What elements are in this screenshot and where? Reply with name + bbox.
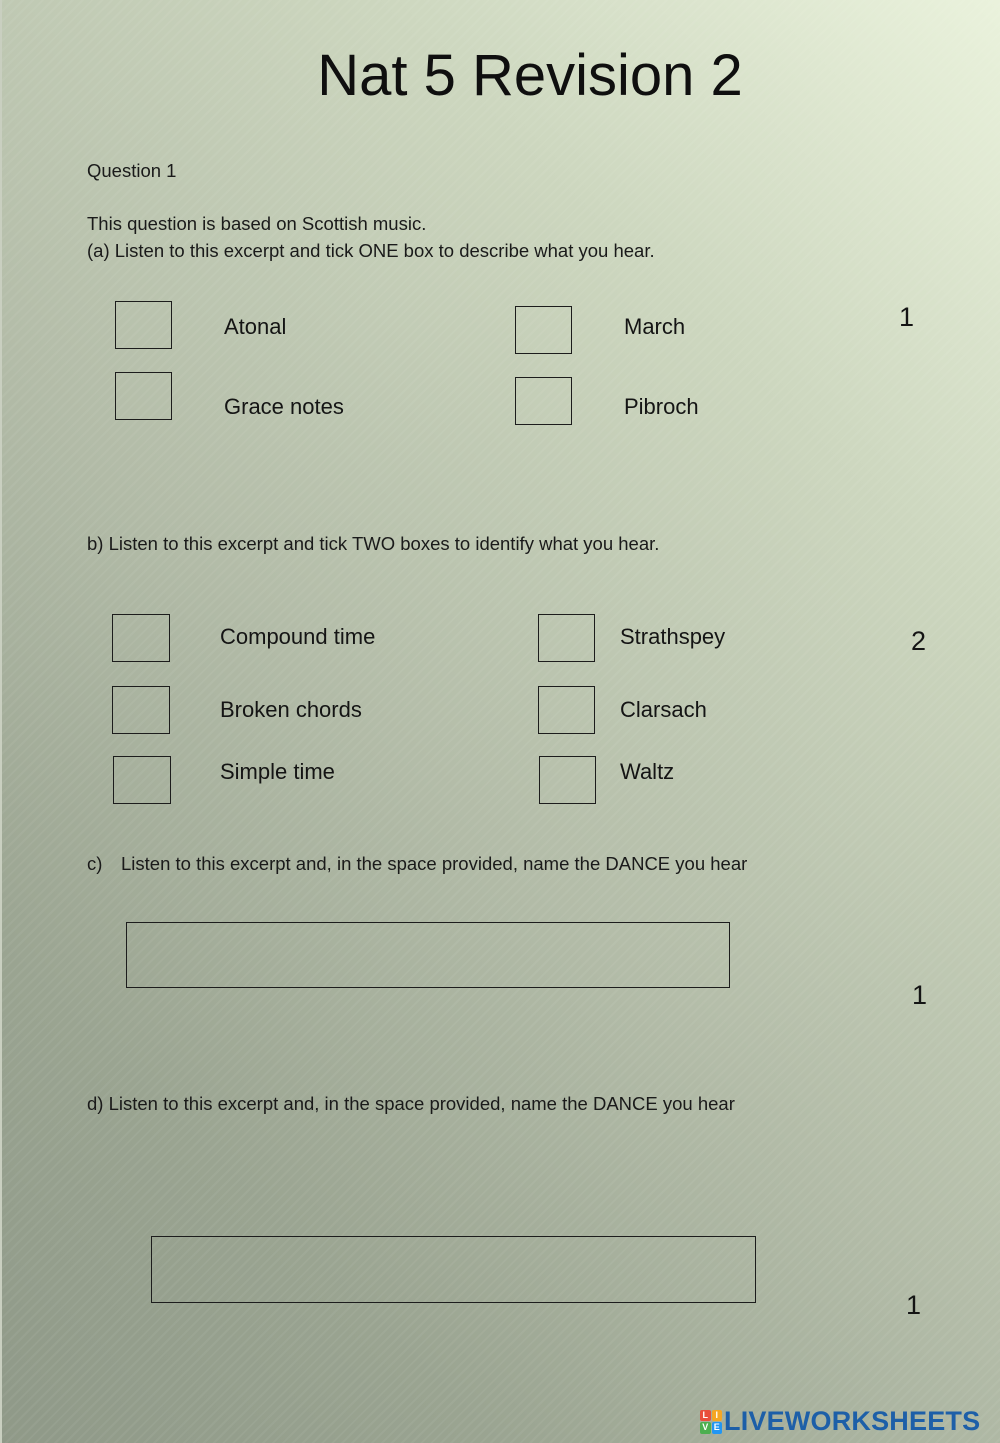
- question-intro: This question is based on Scottish music.: [87, 213, 427, 234]
- option-grace-notes: Grace notes: [224, 394, 344, 419]
- option-broken-chords: Broken chords: [220, 697, 362, 722]
- part-a-marks: 1: [899, 302, 915, 332]
- option-atonal: Atonal: [224, 314, 287, 339]
- option-simple-time: Simple time: [220, 759, 335, 784]
- option-strathspey: Strathspey: [620, 624, 726, 649]
- part-d-answer-field[interactable]: [151, 1236, 756, 1303]
- part-c-label: c): [87, 853, 103, 874]
- liveworksheets-logo: [700, 1406, 980, 1437]
- option-compound-time: Compound time: [220, 624, 376, 649]
- option-waltz: Waltz: [620, 759, 675, 784]
- checkbox-broken-chords[interactable]: [112, 686, 170, 734]
- checkbox-clarsach[interactable]: [538, 686, 595, 734]
- part-d-prompt: d) Listen to this excerpt and, in the space provided, name the DANCE you hear: [87, 1093, 735, 1114]
- logo-text: LIVEWORKSHEETS: [724, 1406, 981, 1436]
- part-b-marks: 2: [911, 626, 927, 656]
- option-pibroch: Pibroch: [624, 394, 699, 419]
- checkbox-pibroch[interactable]: [515, 377, 572, 425]
- checkbox-atonal[interactable]: [115, 301, 172, 349]
- option-march: March: [624, 314, 686, 339]
- part-c-marks: 1: [912, 980, 928, 1010]
- option-clarsach: Clarsach: [620, 697, 707, 722]
- part-b-prompt: b) Listen to this excerpt and tick TWO boxes to identify what you hear.: [87, 533, 660, 554]
- question-label: Question 1: [87, 160, 177, 181]
- checkbox-simple-time[interactable]: [113, 756, 171, 804]
- part-d-marks: 1: [906, 1290, 922, 1320]
- part-c-answer-field[interactable]: [126, 922, 730, 988]
- checkbox-waltz[interactable]: [539, 756, 596, 804]
- part-a-prompt: (a) Listen to this excerpt and tick ONE box to describe what you hear.: [87, 240, 655, 261]
- checkbox-march[interactable]: [515, 306, 572, 354]
- checkbox-strathspey[interactable]: [538, 614, 595, 662]
- checkbox-compound-time[interactable]: [112, 614, 170, 662]
- page-title: Nat 5 Revision 2: [317, 43, 743, 108]
- part-c-prompt: Listen to this excerpt and, in the space provided, name the DANCE you hear: [121, 853, 748, 874]
- checkbox-grace-notes[interactable]: [115, 372, 172, 420]
- liveworksheets-icon: L I V E: [700, 1410, 722, 1434]
